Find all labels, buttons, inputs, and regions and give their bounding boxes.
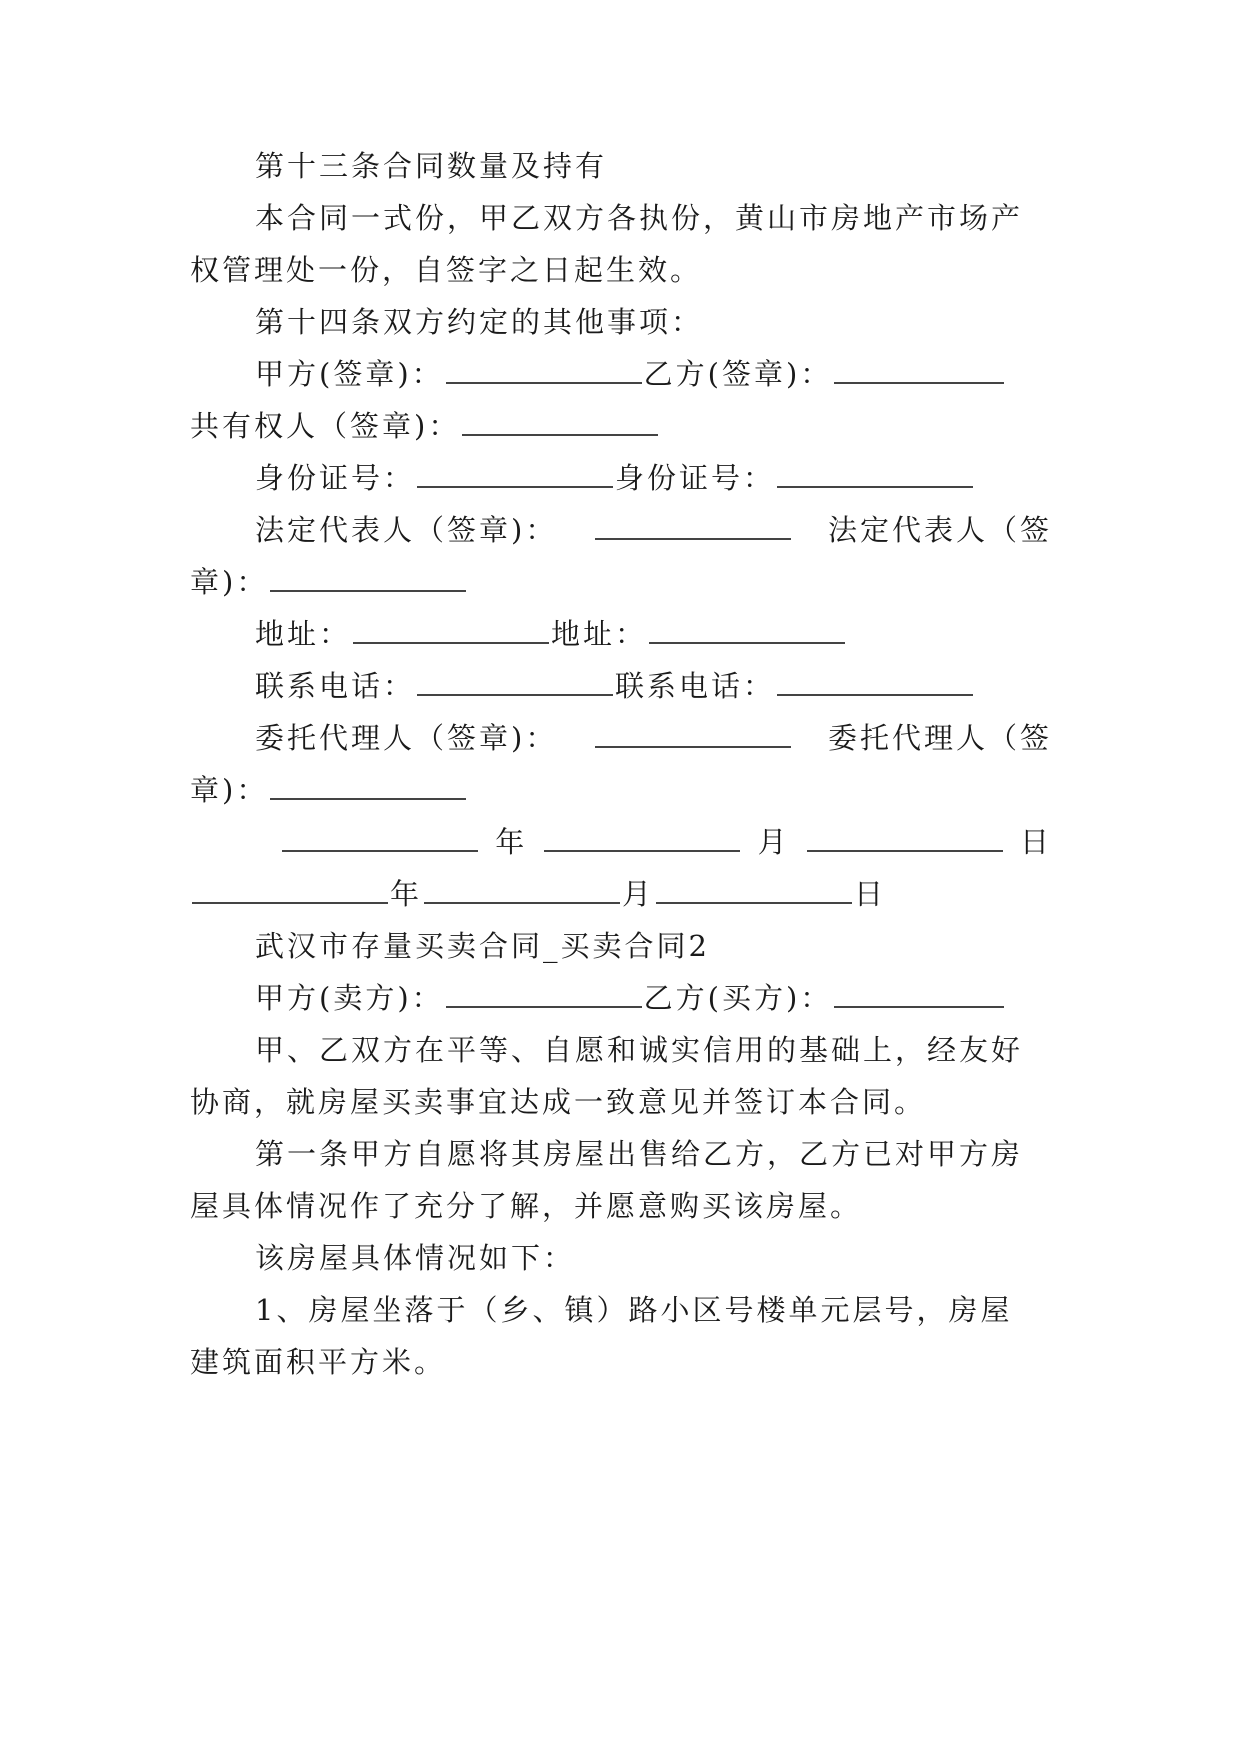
date-a-day-blank[interactable] (807, 824, 1003, 852)
id-number-a-blank[interactable] (417, 460, 613, 488)
co-owner-row (190, 406, 1052, 446)
seller-buyer-row (255, 978, 1052, 1018)
legal-rep-row (255, 510, 1052, 550)
date-a-month-label: 月 (757, 825, 790, 859)
seller-blank[interactable] (446, 980, 642, 1008)
address-b-blank[interactable] (649, 616, 845, 644)
id-number-b-blank[interactable] (777, 460, 973, 488)
agent-row-continued (190, 770, 1052, 810)
legal-rep-b-label-cont: 章)： (190, 565, 269, 599)
date-row-b (190, 874, 1052, 914)
party-b-seal-label: 乙方(签章)： (643, 357, 833, 391)
item-1-line-2: 建筑面积平方米。 (190, 1345, 447, 1379)
legal-rep-a-blank[interactable] (595, 512, 791, 540)
phone-a-label: 联系电话： (255, 669, 416, 703)
party-signature-row (255, 354, 1052, 394)
agent-row (255, 718, 1052, 758)
date-b-month-blank[interactable] (424, 876, 620, 904)
legal-rep-b-blank[interactable] (270, 564, 466, 592)
agent-a-blank[interactable] (595, 720, 791, 748)
date-b-day-blank[interactable] (656, 876, 852, 904)
co-owner-seal-label: 共有权人（签章)： (190, 409, 461, 443)
article-1-line-1: 第一条甲方自愿将其房屋出售给乙方，乙方已对甲方房 (255, 1137, 1024, 1171)
legal-rep-a-label: 法定代表人（签章)： (255, 513, 558, 547)
date-b-year-blank[interactable] (192, 876, 388, 904)
date-a-year-blank[interactable] (282, 824, 478, 852)
address-a-blank[interactable] (353, 616, 549, 644)
legal-rep-b-label: 法定代表人（签 (827, 513, 1052, 547)
article-13-text-line-2: 权管理处一份，自签字之日起生效。 (190, 253, 703, 287)
id-number-row (255, 458, 1052, 498)
phone-a-blank[interactable] (417, 668, 613, 696)
date-a-year-label: 年 (495, 825, 528, 859)
date-a-day-label: 日 (1019, 825, 1052, 859)
party-a-seal-blank[interactable] (446, 356, 642, 384)
article-13-text-line-1: 本合同一式份，甲乙双方各执份，黄山市房地产市场产 (255, 201, 1024, 235)
agent-b-label: 委托代理人（签 (827, 721, 1052, 755)
party-b-seal-blank[interactable] (834, 356, 1004, 384)
intro-line-2: 协商，就房屋买卖事宜达成一致意见并签订本合同。 (190, 1085, 927, 1119)
phone-b-blank[interactable] (777, 668, 973, 696)
item-1-line-1: 1、房屋坐落于（乡、镇）路小区号楼单元层号，房屋 (255, 1293, 1013, 1327)
buyer-blank[interactable] (834, 980, 1004, 1008)
address-row (255, 614, 1052, 654)
seller-label: 甲方(卖方)： (255, 981, 444, 1015)
date-a-month-blank[interactable] (544, 824, 740, 852)
contract-2-title: 武汉市存量买卖合同_买卖合同2 (255, 929, 710, 963)
id-number-b-label: 身份证号： (615, 461, 776, 495)
agent-b-blank[interactable] (270, 772, 466, 800)
date-b-year-label: 年 (390, 877, 423, 911)
details-title: 该房屋具体情况如下： (255, 1241, 576, 1275)
date-b-day-label: 日 (854, 877, 887, 911)
article-13-title: 第十三条合同数量及持有 (255, 149, 608, 183)
article-14-title: 第十四条双方约定的其他事项： (255, 305, 704, 339)
buyer-label: 乙方(买方)： (643, 981, 833, 1015)
address-a-label: 地址： (255, 617, 352, 651)
article-1-line-2: 屋具体情况作了充分了解，并愿意购买该房屋。 (190, 1189, 863, 1223)
agent-a-label: 委托代理人（签章)： (255, 721, 558, 755)
id-number-a-label: 身份证号： (255, 461, 416, 495)
date-row-a (280, 822, 1052, 862)
date-b-month-label: 月 (622, 877, 655, 911)
agent-b-label-cont: 章)： (190, 773, 269, 807)
phone-b-label: 联系电话： (615, 669, 776, 703)
legal-rep-row-continued (190, 562, 1052, 602)
phone-row (255, 666, 1052, 706)
co-owner-seal-blank[interactable] (462, 408, 658, 436)
address-b-label: 地址： (551, 617, 648, 651)
party-a-seal-label: 甲方(签章)： (255, 357, 444, 391)
intro-line-1: 甲、乙双方在平等、自愿和诚实信用的基础上，经友好 (255, 1033, 1024, 1067)
